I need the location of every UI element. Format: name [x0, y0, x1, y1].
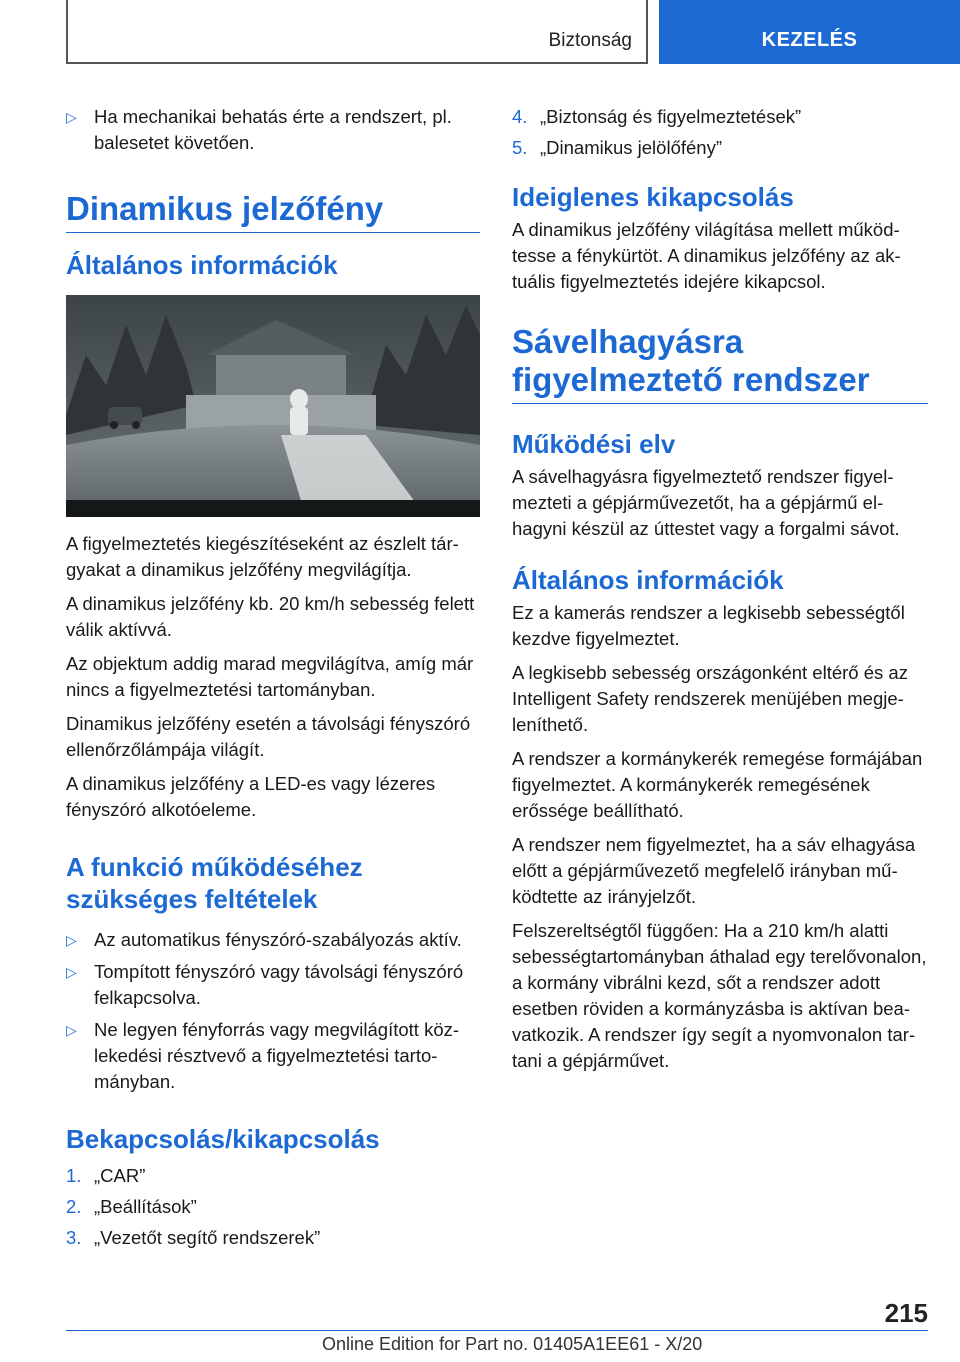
- list-item-text: Ha mechanikai behatás érte a rendszert, pl. balesetet követően.: [94, 106, 452, 153]
- step-number: 4.: [512, 106, 528, 127]
- right-column: [512, 104, 928, 1082]
- step-text: „Beállítások”: [94, 1196, 197, 1217]
- paragraph: A dinamikus jelzőfény világítása mellett működtesse a fénykürtöt. A dinamikus jelzőfény az aktuális figyelmeztetés idejére kikapcsol.: [512, 219, 901, 292]
- list-item: [66, 1194, 480, 1220]
- header-box: [66, 0, 648, 64]
- step-number: 3.: [66, 1227, 82, 1248]
- list-item-text: Tompított fényszóró vagy távolsági fényszóró felkapcsolva.: [94, 961, 464, 1008]
- footer-divider: [66, 1330, 928, 1331]
- paragraph: A rendszer nem figyelmeztet, ha a sáv elhagyása előtt a gépjárművezető megfelelő irányban működtette az irányjelzőt.: [512, 834, 916, 907]
- paragraph: Az objektum addig marad megvilágítva, amíg már nincs a figyelmeztetési tartományban.: [66, 653, 474, 700]
- list-item: [66, 1225, 480, 1251]
- header-chapter-label: KEZELÉS: [761, 29, 858, 51]
- dynamic-light-illustration: [66, 295, 480, 517]
- paragraph: Ez a kamerás rendszer a legkisebb sebességtől kezdve figyelmeztet.: [512, 602, 905, 649]
- heading-lane-departure: Sávelhagyásra figyelmeztető rendszer: [512, 323, 928, 404]
- paragraph: A legkisebb sebesség országonként eltérő és az Intelligent Safety rendszerek menüjében megjeleníthető.: [512, 662, 908, 735]
- step-number: 2.: [66, 1196, 82, 1217]
- heading-on-off: Bekapcsolás/kikapcsolás: [66, 1124, 380, 1154]
- heading-temp-off: Ideiglenes kikapcsolás: [512, 182, 794, 212]
- heading-general-info: Általános információk: [66, 250, 338, 280]
- list-item-text: Az automatikus fényszóró-szabályozás aktív.: [94, 929, 462, 950]
- triangle-bullet-icon: ▷: [66, 932, 77, 948]
- step-number: 5.: [512, 137, 528, 158]
- step-number: 1.: [66, 1165, 82, 1186]
- step-text: „Dinamikus jelölőfény”: [540, 137, 722, 158]
- paragraph: Felszereltségtől függően: Ha a 210 km/h alatti sebességtartományban áthalad egy terelővonalon, a kormány vibrálni kezd, sőt a rendszer adott esetben röviden a kormányzásba is aktívan beavatkozik. A rendszer így segít a nyomvonalon tartani a gépjárművet.: [512, 920, 927, 1071]
- list-item: [66, 927, 480, 953]
- paragraph: A dinamikus jelzőfény kb. 20 km/h sebesség felett válik aktívvá.: [66, 593, 475, 640]
- paragraph: A rendszer a kormánykerék remegése formájában figyelmeztet. A kormánykerék remegésének erőssége beállítható.: [512, 748, 923, 821]
- heading-general-info-right: Általános információk: [512, 565, 784, 595]
- header-section-title: Biztonság: [548, 30, 632, 51]
- header-chapter-tab[interactable]: [659, 0, 960, 64]
- triangle-bullet-icon: ▷: [66, 109, 77, 125]
- triangle-bullet-icon: ▷: [66, 1022, 77, 1038]
- list-item: [66, 104, 480, 156]
- left-column: [66, 104, 480, 1256]
- step-text: „CAR”: [94, 1165, 146, 1186]
- list-item: [512, 104, 928, 130]
- footer-edition: Online Edition for Part no. 01405A1EE61 - X/20: [322, 1334, 703, 1354]
- page-number: 215: [884, 1298, 928, 1328]
- paragraph: A dinamikus jelzőfény a LED-es vagy lézeres fényszóró alkotóeleme.: [66, 773, 436, 820]
- list-item: [512, 135, 928, 161]
- heading-principle: Működési elv: [512, 429, 676, 459]
- step-text: „Vezetőt segítő rendszerek”: [94, 1227, 321, 1248]
- paragraph: A sávelhagyásra figyelmeztető rendszer figyelmezteti a gépjárművezetőt, ha a gépjármű elhagyni készül az úttestet vagy a forgalmi sávot.: [512, 466, 900, 539]
- list-item: [66, 1163, 480, 1189]
- heading-conditions: A funkció működéséhez szükséges feltételek: [66, 852, 363, 914]
- triangle-bullet-icon: ▷: [66, 964, 77, 980]
- paragraph: A figyelmeztetés kiegészítéseként az észlelt tárgyakat a dinamikus jelzőfény megvilágítja.: [66, 533, 459, 580]
- paragraph: Dinamikus jelzőfény esetén a távolsági fényszóró ellenőrzőlámpája világít.: [66, 713, 471, 760]
- list-item: [66, 959, 480, 1011]
- heading-dynamic-light: Dinamikus jelzőfény: [66, 190, 480, 233]
- step-text: „Biztonság és figyelmeztetések”: [540, 106, 802, 127]
- list-item-text: Ne legyen fényforrás vagy megvilágított közlekedési résztvevő a figyelmeztetési tartományban.: [94, 1019, 460, 1092]
- list-item: [66, 1017, 480, 1095]
